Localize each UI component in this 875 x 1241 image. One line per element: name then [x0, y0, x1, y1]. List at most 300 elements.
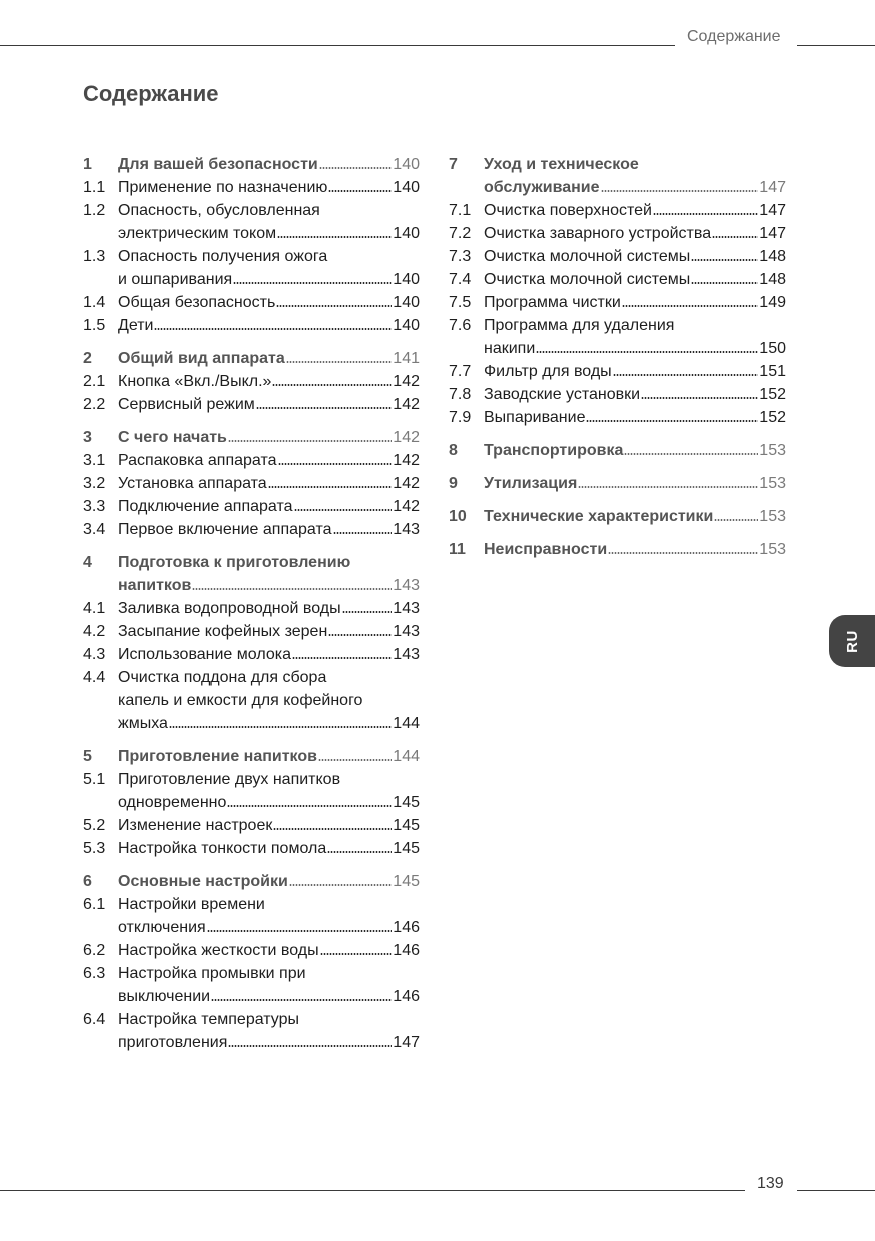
toc-section — [83, 551, 420, 735]
toc-dot-leader — [712, 235, 758, 239]
toc-entry-body — [118, 837, 420, 860]
toc-entry-number: 6.3 — [83, 965, 106, 982]
toc-entry-title-line: Настройка жесткости воды — [118, 942, 319, 959]
toc-entry-title-line: Дети — [118, 317, 154, 334]
toc-entry-title-line: Очистка молочной системы — [484, 271, 691, 288]
toc-entry-title-line: выключении — [118, 988, 211, 1005]
toc-page-number: 142 — [393, 498, 420, 515]
toc-subsection-entry[interactable] — [83, 393, 420, 416]
toc-entry-body — [118, 962, 420, 1008]
toc-entry-title-line: Уход и техническое — [484, 156, 639, 173]
toc-entry-leader-line — [118, 314, 420, 337]
toc-subsection-entry[interactable] — [83, 291, 420, 314]
toc-chapter-entry[interactable] — [449, 538, 786, 561]
toc-entry-title-line: Основные настройки — [118, 873, 288, 890]
toc-entry-body — [118, 245, 420, 291]
toc-entry-title-line: Утилизация — [484, 475, 578, 492]
toc-dot-leader — [536, 350, 758, 354]
toc-entry-body — [484, 268, 786, 291]
toc-entry-body — [118, 768, 420, 814]
toc-subsection-entry[interactable] — [83, 837, 420, 860]
toc-page-number: 140 — [393, 225, 420, 242]
toc-subsection-entry[interactable] — [449, 406, 786, 429]
toc-entry-leader-line — [118, 574, 420, 597]
toc-entry-number: 1.5 — [83, 317, 106, 334]
toc-entry-body — [118, 291, 420, 314]
toc-entry-title-line: Неисправности — [484, 541, 608, 558]
toc-entry-number: 5.2 — [83, 817, 106, 834]
footer-rule-left — [0, 1190, 745, 1191]
toc-entry-number: 3.4 — [83, 521, 106, 538]
toc-dot-leader — [292, 656, 392, 660]
toc-entry-leader-line — [118, 347, 420, 370]
toc-section — [449, 538, 786, 561]
toc-page-number: 140 — [393, 271, 420, 288]
toc-entry-body — [118, 426, 420, 449]
toc-dot-leader — [318, 758, 392, 762]
toc-subsection-entry[interactable] — [83, 495, 420, 518]
toc-entry-number: 1 — [83, 156, 92, 173]
toc-page-number: 142 — [393, 396, 420, 413]
toc-entry-leader-line — [118, 985, 420, 1008]
toc-page-number: 151 — [759, 363, 786, 380]
toc-subsection-entry[interactable] — [83, 962, 420, 1008]
toc-page-number: 146 — [393, 919, 420, 936]
toc-dot-leader — [333, 531, 393, 535]
toc-entry-number: 11 — [449, 541, 466, 558]
toc-entry-body — [118, 472, 420, 495]
toc-entry-number: 5 — [83, 748, 92, 765]
toc-entry-body — [118, 393, 420, 416]
toc-chapter-entry[interactable] — [83, 426, 420, 449]
toc-entry-title-line: Применение по назначению — [118, 179, 328, 196]
toc-dot-leader — [714, 518, 758, 522]
toc-entry-leader-line — [118, 870, 420, 893]
toc-entry-title-line: жмыха — [118, 715, 168, 732]
toc-entry-title-line: Программа чистки — [484, 294, 621, 311]
toc-entry-body — [118, 347, 420, 370]
toc-entry-title-line: Настройки времени — [118, 896, 265, 913]
toc-entry-title-line: Установка аппарата — [118, 475, 267, 492]
toc-entry-body — [484, 153, 786, 199]
toc-page-number: 147 — [759, 179, 786, 196]
toc-entry-body — [118, 551, 420, 597]
toc-page-number: 142 — [393, 475, 420, 492]
toc-page-number: 145 — [393, 794, 420, 811]
toc-dot-leader — [613, 373, 759, 377]
toc-entry-title-line: капель и емкости для кофейного — [118, 692, 363, 709]
toc-entry-title-line: обслуживание — [484, 179, 600, 196]
toc-subsection-entry[interactable] — [83, 597, 420, 620]
toc-dot-leader — [294, 508, 393, 512]
toc-dot-leader — [228, 1044, 392, 1048]
toc-chapter-entry[interactable] — [83, 745, 420, 768]
toc-entry-leader-line — [118, 176, 420, 199]
toc-page-number: 153 — [759, 442, 786, 459]
toc-entry-number: 1.3 — [83, 248, 106, 265]
toc-entry-title-line: Настройка температуры — [118, 1011, 299, 1028]
toc-dot-leader — [608, 551, 758, 555]
toc-entry-title-line: Приготовление напитков — [118, 748, 317, 765]
toc-subsection-entry[interactable] — [83, 314, 420, 337]
toc-entry-number: 2 — [83, 350, 92, 367]
toc-entry-body — [118, 939, 420, 962]
toc-chapter-entry[interactable] — [83, 870, 420, 893]
toc-subsection-entry[interactable] — [83, 620, 420, 643]
toc-entry-body — [484, 199, 786, 222]
running-header: Содержание — [687, 28, 781, 45]
toc-dot-leader — [653, 212, 758, 216]
toc-entry-title-line: Настройка тонкости помола — [118, 840, 327, 857]
toc-dot-leader — [233, 281, 392, 285]
toc-dot-leader — [586, 419, 758, 423]
toc-entry-number: 4 — [83, 554, 92, 571]
toc-page-number: 148 — [759, 248, 786, 265]
toc-entry-number: 4.4 — [83, 669, 106, 686]
footer-rule-right — [797, 1190, 875, 1191]
toc-entry-body — [484, 472, 786, 495]
toc-entry-number: 3 — [83, 429, 92, 446]
toc-chapter-entry[interactable] — [449, 153, 786, 199]
toc-subsection-entry[interactable] — [83, 768, 420, 814]
toc-entry-body — [118, 893, 420, 939]
toc-dot-leader — [691, 258, 758, 262]
toc-entry-body — [118, 370, 420, 393]
toc-entry-title-line: Опасность получения ожога — [118, 248, 328, 265]
toc-dot-leader — [278, 462, 393, 466]
toc-dot-leader — [211, 998, 392, 1002]
toc-subsection-entry[interactable] — [83, 518, 420, 541]
toc-entry-number: 6 — [83, 873, 92, 890]
toc-entry-body — [118, 495, 420, 518]
toc-section — [83, 426, 420, 541]
toc-entry-title-line: Транспортировка — [484, 442, 624, 459]
toc-entry-leader-line — [484, 291, 786, 314]
toc-entry-body — [118, 814, 420, 837]
toc-entry-number: 6.4 — [83, 1011, 106, 1028]
toc-dot-leader — [256, 406, 393, 410]
toc-dot-leader — [578, 485, 758, 489]
toc-page-number: 146 — [393, 988, 420, 1005]
toc-dot-leader — [286, 360, 393, 364]
toc-page-number: 147 — [393, 1034, 420, 1051]
toc-subsection-entry[interactable] — [83, 1008, 420, 1054]
toc-subsection-entry[interactable] — [449, 245, 786, 268]
toc-entry-title-line: Первое включение аппарата — [118, 521, 332, 538]
toc-entry-title-line: приготовления — [118, 1034, 228, 1051]
toc-dot-leader — [622, 304, 758, 308]
toc-dot-leader — [272, 383, 392, 387]
toc-entry-body — [484, 222, 786, 245]
toc-entry-title-line: Для вашей безопасности — [118, 156, 318, 173]
toc-entry-leader-line — [484, 337, 786, 360]
toc-subsection-entry[interactable] — [83, 643, 420, 666]
toc-subsection-entry[interactable] — [449, 314, 786, 360]
toc-page-number: 140 — [393, 317, 420, 334]
toc-section — [83, 153, 420, 337]
toc-page-number: 141 — [393, 350, 420, 367]
toc-section — [449, 439, 786, 462]
toc-section — [449, 505, 786, 528]
toc-entry-body — [484, 505, 786, 528]
toc-dot-leader — [277, 235, 392, 239]
toc-page-number: 145 — [393, 873, 420, 890]
toc-subsection-entry[interactable] — [83, 449, 420, 472]
toc-entry-number: 3.2 — [83, 475, 106, 492]
toc-chapter-entry[interactable] — [449, 472, 786, 495]
toc-dot-leader — [601, 189, 759, 193]
toc-page-number: 140 — [393, 156, 420, 173]
toc-entry-leader-line — [118, 495, 420, 518]
toc-entry-leader-line — [484, 538, 786, 561]
toc-entry-title-line: Очистка заварного устройства — [484, 225, 712, 242]
toc-entry-leader-line — [118, 222, 420, 245]
toc-entry-leader-line — [118, 1031, 420, 1054]
toc-page-number: 153 — [759, 508, 786, 525]
toc-entry-leader-line — [118, 791, 420, 814]
toc-subsection-entry[interactable] — [83, 176, 420, 199]
toc-chapter-entry[interactable] — [83, 347, 420, 370]
toc-subsection-entry[interactable] — [83, 370, 420, 393]
toc-subsection-entry[interactable] — [83, 245, 420, 291]
toc-entry-leader-line — [484, 360, 786, 383]
toc-entry-title-line: Программа для удаления — [484, 317, 675, 334]
toc-page-number: 149 — [759, 294, 786, 311]
toc-page-number: 152 — [759, 409, 786, 426]
toc-entry-number: 10 — [449, 508, 467, 525]
toc-entry-leader-line — [484, 505, 786, 528]
toc-column-right — [449, 153, 786, 561]
toc-entry-title-line: Общая безопасность — [118, 294, 276, 311]
toc-entry-number: 5.3 — [83, 840, 106, 857]
toc-page-number: 143 — [393, 600, 420, 617]
toc-entry-title-line: Засыпание кофейных зерен — [118, 623, 328, 640]
toc-section — [449, 153, 786, 429]
toc-chapter-entry[interactable] — [83, 551, 420, 597]
toc-entry-body — [484, 439, 786, 462]
toc-dot-leader — [328, 189, 392, 193]
toc-entry-title-line: Кнопка «Вкл./Выкл.» — [118, 373, 272, 390]
toc-page-number: 143 — [393, 646, 420, 663]
toc-subsection-entry[interactable] — [449, 199, 786, 222]
toc-entry-title-line: Общий вид аппарата — [118, 350, 285, 367]
toc-entry-leader-line — [118, 620, 420, 643]
toc-entry-number: 7.7 — [449, 363, 472, 380]
toc-entry-title-line: отключения — [118, 919, 206, 936]
toc-entry-leader-line — [118, 449, 420, 472]
toc-page-number: 142 — [393, 452, 420, 469]
toc-entry-leader-line — [118, 745, 420, 768]
toc-entry-leader-line — [484, 245, 786, 268]
toc-entry-number: 1.1 — [83, 179, 106, 196]
toc-page-number: 153 — [759, 475, 786, 492]
toc-dot-leader — [192, 587, 392, 591]
toc-dot-leader — [273, 827, 392, 831]
toc-subsection-entry[interactable] — [83, 814, 420, 837]
toc-entry-title-line: Изменение настроек — [118, 817, 273, 834]
toc-subsection-entry[interactable] — [83, 893, 420, 939]
toc-entry-body — [484, 538, 786, 561]
toc-entry-number: 7.9 — [449, 409, 472, 426]
toc-entry-title-line: Очистка поверхностей — [484, 202, 652, 219]
toc-entry-leader-line — [118, 814, 420, 837]
toc-entry-title-line: одновременно — [118, 794, 227, 811]
toc-entry-number: 4.1 — [83, 600, 106, 617]
toc-entry-number: 7.2 — [449, 225, 472, 242]
toc-entry-leader-line — [484, 472, 786, 495]
toc-entry-leader-line — [118, 643, 420, 666]
toc-entry-body — [118, 199, 420, 245]
toc-dot-leader — [342, 610, 393, 614]
toc-entry-title-line: Подключение аппарата — [118, 498, 293, 515]
toc-entry-title-line: Заводские установки — [484, 386, 641, 403]
toc-section — [449, 472, 786, 495]
toc-page-number: 140 — [393, 179, 420, 196]
toc-dot-leader — [228, 439, 392, 443]
toc-entry-title-line: Очистка молочной системы — [484, 248, 691, 265]
toc-chapter-entry[interactable] — [449, 505, 786, 528]
toc-page-number: 146 — [393, 942, 420, 959]
toc-column-left — [83, 153, 420, 1054]
toc-dot-leader — [320, 952, 393, 956]
toc-entry-title-line: С чего начать — [118, 429, 227, 446]
toc-subsection-entry[interactable] — [449, 291, 786, 314]
toc-subsection-entry[interactable] — [449, 268, 786, 291]
toc-entry-number: 5.1 — [83, 771, 106, 788]
toc-entry-number: 9 — [449, 475, 458, 492]
toc-entry-number: 8 — [449, 442, 458, 459]
toc-entry-leader-line — [118, 472, 420, 495]
toc-entry-leader-line — [118, 291, 420, 314]
toc-entry-leader-line — [118, 712, 420, 735]
toc-entry-number: 7.1 — [449, 202, 472, 219]
toc-subsection-entry[interactable] — [83, 666, 420, 735]
toc-entry-number: 2.2 — [83, 396, 106, 413]
toc-page-number: 148 — [759, 271, 786, 288]
toc-entry-body — [484, 360, 786, 383]
toc-entry-number: 6.1 — [83, 896, 106, 913]
toc-entry-body — [484, 291, 786, 314]
toc-page-number: 144 — [393, 715, 420, 732]
toc-entry-title-line: Подготовка к приготовлению — [118, 554, 351, 571]
toc-entry-body — [118, 666, 420, 735]
toc-page-number: 150 — [759, 340, 786, 357]
toc-entry-title-line: накипи — [484, 340, 536, 357]
toc-entry-title-line: Опасность, обусловленная — [118, 202, 320, 219]
toc-entry-leader-line — [118, 370, 420, 393]
toc-entry-leader-line — [118, 153, 420, 176]
page-title: Содержание — [83, 81, 219, 106]
toc-entry-number: 3.1 — [83, 452, 106, 469]
toc-dot-leader — [276, 304, 392, 308]
toc-entry-number: 7.6 — [449, 317, 472, 334]
toc-section — [83, 745, 420, 860]
toc-entry-title-line: Фильтр для воды — [484, 363, 612, 380]
toc-page-number: 145 — [393, 840, 420, 857]
toc-entry-title-line: Очистка поддона для сбора — [118, 669, 327, 686]
toc-subsection-entry[interactable] — [83, 472, 420, 495]
toc-entry-leader-line — [118, 597, 420, 620]
toc-entry-leader-line — [484, 176, 786, 199]
toc-entry-leader-line — [118, 393, 420, 416]
toc-page-number: 143 — [393, 577, 420, 594]
toc-chapter-entry[interactable] — [449, 439, 786, 462]
toc-dot-leader — [207, 929, 393, 933]
toc-entry-leader-line — [118, 916, 420, 939]
toc-page-number: 145 — [393, 817, 420, 834]
toc-subsection-entry[interactable] — [449, 360, 786, 383]
toc-entry-title-line: Заливка водопроводной воды — [118, 600, 341, 617]
language-tab[interactable] — [829, 615, 875, 667]
toc-entry-body — [484, 383, 786, 406]
toc-entry-leader-line — [118, 518, 420, 541]
toc-entry-leader-line — [484, 406, 786, 429]
toc-section — [83, 347, 420, 416]
toc-entry-number: 7.3 — [449, 248, 472, 265]
toc-entry-title-line: напитков — [118, 577, 192, 594]
toc-entry-title-line: и ошпаривания — [118, 271, 233, 288]
toc-entry-body — [118, 176, 420, 199]
toc-entry-title-line: Настройка промывки при — [118, 965, 306, 982]
toc-entry-number: 7 — [449, 156, 458, 173]
toc-page-number: 153 — [759, 541, 786, 558]
toc-entry-number: 6.2 — [83, 942, 106, 959]
toc-subsection-entry[interactable] — [449, 383, 786, 406]
toc-entry-leader-line — [484, 199, 786, 222]
toc-subsection-entry[interactable] — [449, 222, 786, 245]
toc-entry-body — [484, 314, 786, 360]
toc-entry-body — [484, 245, 786, 268]
toc-entry-number: 2.1 — [83, 373, 106, 390]
toc-dot-leader — [268, 485, 393, 489]
toc-entry-leader-line — [118, 837, 420, 860]
toc-entry-title-line: Выпаривание — [484, 409, 586, 426]
toc-page-number: 152 — [759, 386, 786, 403]
toc-page-number: 144 — [393, 748, 420, 765]
toc-chapter-entry[interactable] — [83, 153, 420, 176]
language-tab-label: RU — [843, 629, 861, 653]
toc-entry-body — [118, 518, 420, 541]
toc-section — [83, 870, 420, 1054]
toc-entry-number: 7.8 — [449, 386, 472, 403]
toc-entry-number: 7.5 — [449, 294, 472, 311]
toc-entry-number: 3.3 — [83, 498, 106, 515]
toc-subsection-entry[interactable] — [83, 199, 420, 245]
toc-entry-leader-line — [118, 939, 420, 962]
toc-entry-number: 4.2 — [83, 623, 106, 640]
toc-entry-title-line: Использование молока — [118, 646, 291, 663]
toc-entry-body — [118, 745, 420, 768]
toc-dot-leader — [691, 281, 758, 285]
toc-entry-title-line: Сервисный режим — [118, 396, 255, 413]
toc-entry-leader-line — [484, 222, 786, 245]
toc-entry-leader-line — [118, 268, 420, 291]
toc-dot-leader — [227, 804, 392, 808]
toc-page-number: 147 — [759, 225, 786, 242]
header-rule-left — [0, 45, 675, 46]
page-number: 139 — [757, 1175, 784, 1192]
toc-page-number: 142 — [393, 429, 420, 446]
toc-entry-leader-line — [484, 268, 786, 291]
toc-entry-body — [118, 597, 420, 620]
toc-subsection-entry[interactable] — [83, 939, 420, 962]
toc-page-number: 143 — [393, 521, 420, 538]
toc-dot-leader — [641, 396, 758, 400]
toc-entry-number: 1.4 — [83, 294, 106, 311]
toc-entry-title-line: Технические характеристики — [484, 508, 714, 525]
toc-entry-body — [118, 449, 420, 472]
toc-dot-leader — [327, 850, 392, 854]
